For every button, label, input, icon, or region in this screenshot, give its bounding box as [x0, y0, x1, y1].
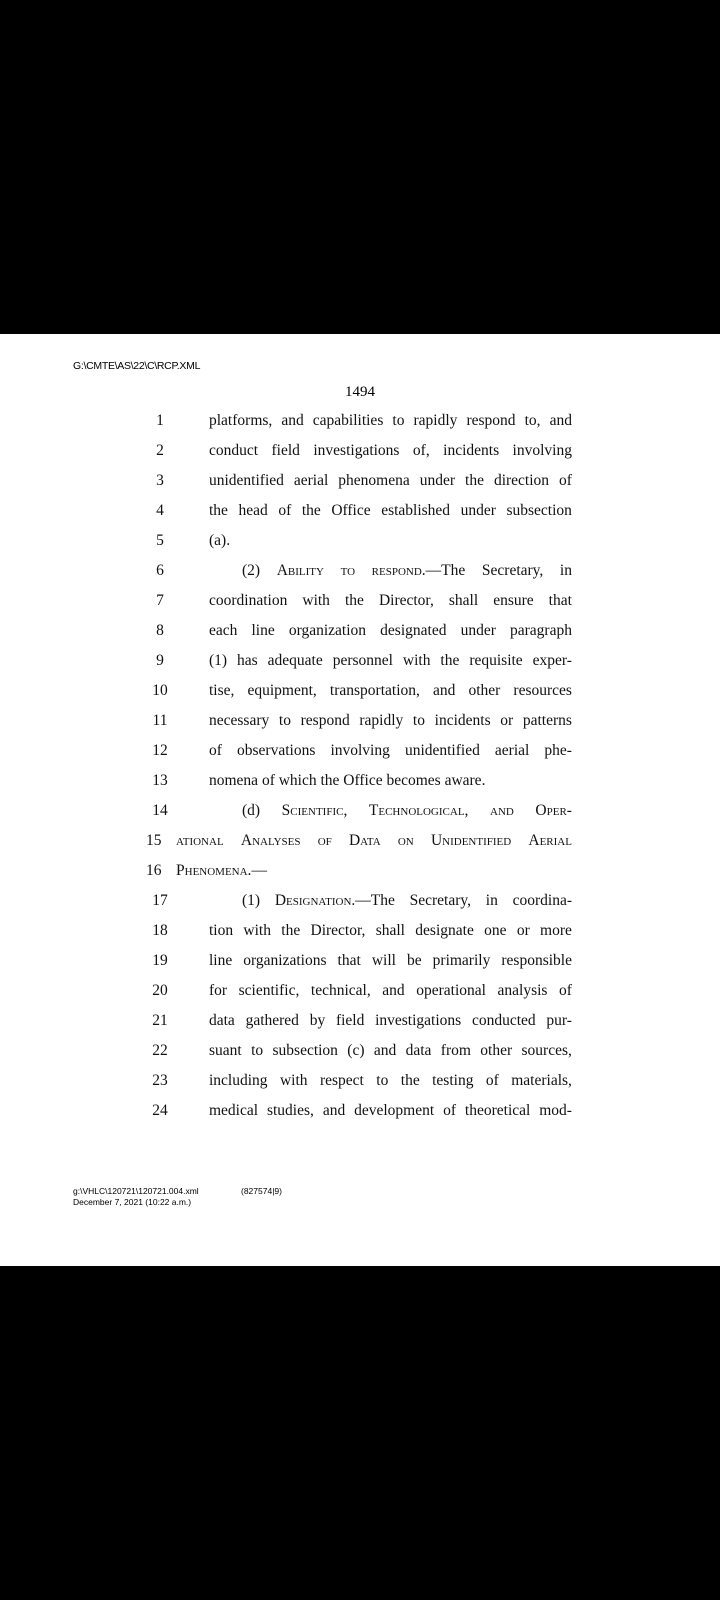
bill-line [0, 922, 720, 952]
line-number: 2 [156, 442, 164, 459]
line-number: 11 [152, 712, 168, 729]
line-number: 24 [152, 1102, 168, 1119]
line-number: 21 [152, 1012, 168, 1029]
bill-line [0, 892, 720, 922]
line-text: (d) Scientific, Technological, and Oper- [242, 802, 572, 819]
line-text: including with respect to the testing of materials, [209, 1072, 572, 1089]
bill-line [0, 442, 720, 472]
footer-date: December 7, 2021 (10:22 a.m.) [73, 1197, 192, 1207]
line-number: 10 [152, 682, 168, 699]
line-text: (a). [209, 532, 231, 549]
line-text: of observations involving unidentified aerial phe- [209, 742, 572, 759]
line-text: for scientific, technical, and operational analysis of [209, 982, 572, 999]
line-text: the head of the Office established under subsection [209, 502, 572, 519]
line-text: tion with the Director, shall designate one or more [209, 922, 572, 939]
line-number: 18 [152, 922, 168, 939]
bill-line [0, 862, 720, 892]
line-number: 22 [152, 1042, 168, 1059]
document-page [0, 334, 720, 1266]
bill-line [0, 472, 720, 502]
line-text: tise, equipment, transportation, and other resources [209, 682, 572, 699]
line-number: 4 [156, 502, 164, 519]
line-text: suant to subsection (c) and data from other sources, [209, 1042, 572, 1059]
bill-line [0, 832, 720, 862]
line-text: conduct field investigations of, incidents involving [209, 442, 572, 459]
line-number: 17 [152, 892, 168, 909]
line-text: data gathered by field investigations conducted pur- [209, 1012, 572, 1029]
bill-line [0, 532, 720, 562]
bill-line [0, 802, 720, 832]
page-footer [73, 1186, 282, 1208]
bill-line [0, 1012, 720, 1042]
bill-line [0, 1042, 720, 1072]
line-number: 1 [156, 412, 164, 429]
line-text: line organizations that will be primarily responsible [209, 952, 572, 969]
line-number: 8 [156, 622, 164, 639]
bill-line [0, 592, 720, 622]
line-text: nomena of which the Office becomes aware. [209, 772, 486, 789]
line-number: 23 [152, 1072, 168, 1089]
line-text: Phenomena.— [176, 862, 267, 879]
line-number: 13 [152, 772, 168, 789]
bill-line [0, 562, 720, 592]
line-number: 7 [156, 592, 164, 609]
line-number: 6 [156, 562, 164, 579]
line-text: unidentified aerial phenomena under the direction of [209, 472, 572, 489]
bill-line [0, 772, 720, 802]
line-number: 5 [156, 532, 164, 549]
footer-code: (827574|9) [241, 1186, 282, 1196]
line-text: ational Analyses of Data on Unidentified Aerial [176, 832, 572, 849]
bill-line [0, 622, 720, 652]
line-number: 15 [146, 832, 162, 849]
line-text: platforms, and capabilities to rapidly respond to, and [209, 412, 572, 429]
line-text: medical studies, and development of theoretical mod- [209, 1102, 572, 1119]
line-number: 16 [146, 862, 162, 879]
bill-line [0, 652, 720, 682]
page-number: 1494 [345, 384, 375, 400]
bill-line [0, 682, 720, 712]
bill-line [0, 1072, 720, 1102]
line-number: 3 [156, 472, 164, 489]
header-file-path: G:\CMTE\AS\22\C\RCP.XML [73, 360, 201, 372]
line-text: necessary to respond rapidly to incidents or patterns [209, 712, 572, 729]
line-text: (1) has adequate personnel with the requisite exper- [209, 652, 572, 669]
line-text: (2) Ability to respond.—The Secretary, in [242, 562, 572, 579]
bill-line [0, 952, 720, 982]
line-number: 20 [152, 982, 168, 999]
line-text: coordination with the Director, shall ensure that [209, 592, 572, 609]
bill-line [0, 502, 720, 532]
bill-line [0, 1102, 720, 1132]
bill-line [0, 742, 720, 772]
bill-line [0, 712, 720, 742]
line-text: each line organization designated under paragraph [209, 622, 572, 639]
footer-file-path: g:\VHLC\120721\120721.004.xml [73, 1186, 199, 1196]
line-number: 14 [152, 802, 168, 819]
bill-line [0, 412, 720, 442]
line-number: 12 [152, 742, 168, 759]
line-number: 19 [152, 952, 168, 969]
bill-line [0, 982, 720, 1012]
line-number: 9 [156, 652, 164, 669]
line-text: (1) Designation.—The Secretary, in coordina- [242, 892, 572, 909]
